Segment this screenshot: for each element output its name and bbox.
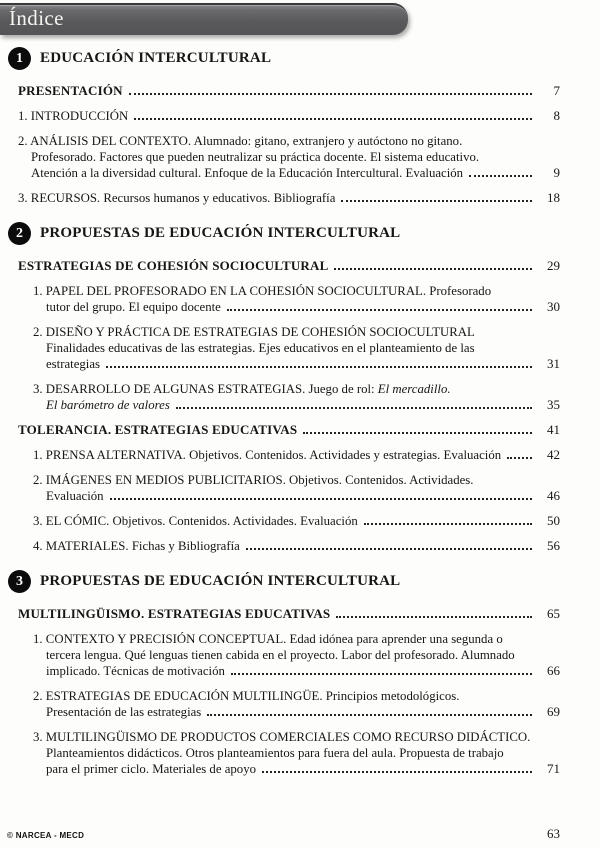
dotted-leader: [231, 673, 532, 675]
entry-text: 2. DISEÑO Y PRÁCTICA DE ESTRATEGIAS DE COHESIÓN SOCIOCULTURAL: [33, 325, 475, 339]
toc-line: [18, 165, 560, 181]
page-number: 56: [547, 538, 560, 553]
toc-line: [33, 688, 560, 704]
dotted-leader: [110, 498, 532, 500]
toc-sections: [0, 35, 600, 786]
entry-text: para el primer ciclo. Materiales de apoyo: [46, 762, 256, 776]
entry-text: TOLERANCIA. ESTRATEGIAS EDUCATIVAS: [18, 422, 298, 437]
toc-entry: [33, 729, 560, 777]
page-number: 42: [547, 447, 560, 462]
toc-line: [33, 324, 560, 340]
entry-text: 4. MATERIALES. Fichas y Bibliografía: [33, 539, 240, 553]
entry-text: El barómetro de valores: [46, 398, 170, 412]
entry-text: Finalidades educativas de las estrategias. Ejes educativos en el planteamiento de las: [46, 341, 475, 355]
toc-entry: [33, 472, 560, 504]
entry-text: ESTRATEGIAS DE COHESIÓN SOCIOCULTURAL: [18, 258, 329, 273]
toc-entry: [33, 631, 560, 679]
entry-text: Atención a la diversidad cultural. Enfoque de la Educación Intercultural. Evaluación: [31, 166, 464, 180]
folio-page-number: 63: [547, 826, 560, 841]
section-title: PROPUESTAS DE EDUCACIÓN INTERCULTURAL: [40, 225, 401, 241]
toc-line: [33, 356, 560, 372]
toc-line: [33, 631, 560, 647]
toc-entry: [33, 381, 560, 413]
entry-text: 1. CONTEXTO Y PRECISIÓN CONCEPTUAL. Edad idónea para aprender una segunda o: [33, 632, 503, 646]
toc-line: [33, 663, 560, 679]
entry-text: 1. PRENSA ALTERNATIVA. Objetivos. Contenidos. Actividades y estrategias. Evaluación: [33, 448, 502, 462]
dotted-leader: [469, 175, 532, 177]
section-title: PROPUESTAS DE EDUCACIÓN INTERCULTURAL: [40, 573, 401, 589]
entry-text: Presentación de las estrategias: [46, 705, 202, 719]
toc-entry: [33, 283, 560, 315]
dotted-leader: [129, 93, 532, 95]
toc-section: [18, 47, 560, 206]
toc-line: [33, 447, 560, 463]
toc-line: [18, 606, 560, 622]
toc-section: [18, 570, 560, 777]
toc-entry: [33, 538, 560, 554]
toc-line: [18, 149, 560, 165]
dotted-leader: [507, 457, 532, 459]
toc-line: [33, 761, 560, 777]
entry-text: 2. ANÁLISIS DEL CONTEXTO. Alumnado: gitano, extranjero y autóctono no gitano.: [18, 134, 463, 148]
toc-entry: [33, 688, 560, 720]
entry-text: estrategias: [46, 357, 101, 371]
toc-line: [18, 190, 560, 206]
page-number: 7: [553, 83, 560, 98]
entry-text: tutor del grupo. El equipo docente: [46, 300, 221, 314]
page-number: 31: [547, 356, 560, 371]
toc-line: [18, 108, 560, 124]
section-heading: [8, 570, 560, 593]
section-number-badge: 1: [8, 47, 31, 70]
toc-entry: [18, 606, 560, 622]
toc-line: [18, 83, 560, 99]
dotted-leader: [227, 309, 532, 311]
section-number-badge: 2: [8, 222, 31, 245]
section-number-badge: 3: [8, 570, 31, 593]
page-number: 50: [547, 513, 560, 528]
toc-entry: [18, 133, 560, 181]
toc-entry: [33, 324, 560, 372]
page-number: 35: [547, 397, 560, 412]
page-number: 46: [547, 488, 560, 503]
page-number: 18: [547, 190, 560, 205]
dotted-leader: [176, 407, 532, 409]
entry-text: Planteamientos didácticos. Otros planteamientos para fuera del aula. Propuesta de trabajo: [46, 746, 504, 760]
entry-text: 1. PAPEL DEL PROFESORADO EN LA COHESIÓN SOCIOCULTURAL. Profesorado: [33, 284, 492, 298]
entry-text: tercera lengua. Qué lenguas tienen cabida en el proyecto. Labor del profesorado. Alumnado: [46, 648, 515, 662]
page-number: 30: [547, 299, 560, 314]
entry-text: 3. EL CÓMIC. Objetivos. Contenidos. Actividades. Evaluación: [33, 514, 358, 528]
toc-section: [18, 222, 560, 554]
page-number: 41: [547, 422, 560, 437]
section-heading: [8, 222, 560, 245]
toc-line: [33, 513, 560, 529]
toc-entry: [18, 422, 560, 438]
dotted-leader: [134, 118, 532, 120]
dotted-leader: [364, 523, 532, 525]
entry-text: 3. DESARROLLO DE ALGUNAS ESTRATEGIAS. Juego de rol: El mercadillo.: [33, 382, 451, 396]
entry-text: Evaluación: [46, 489, 104, 503]
page-number: 65: [547, 606, 560, 621]
section-title: EDUCACIÓN INTERCULTURAL: [40, 50, 272, 66]
toc-line: [33, 381, 560, 397]
toc-line: [18, 133, 560, 149]
entry-text: MULTILINGÜISMO. ESTRATEGIAS EDUCATIVAS: [18, 606, 331, 621]
page-number: 29: [547, 258, 560, 273]
dotted-leader: [341, 200, 532, 202]
dotted-leader: [207, 714, 532, 716]
toc-line: [33, 704, 560, 720]
toc-entry: [33, 513, 560, 529]
dotted-leader: [334, 268, 532, 270]
toc-line: [33, 472, 560, 488]
page-number: 66: [547, 663, 560, 678]
toc-line: [33, 538, 560, 554]
toc-line: [18, 422, 560, 438]
toc-entry: [18, 108, 560, 124]
section-heading: [8, 47, 560, 70]
toc-entry: [33, 447, 560, 463]
toc-entry: [18, 258, 560, 274]
entry-text: 3. RECURSOS. Recursos humanos y educativos. Bibliografía: [18, 191, 336, 205]
entry-text: PRESENTACIÓN: [18, 83, 123, 98]
toc-line: [33, 488, 560, 504]
toc-line: [33, 397, 560, 413]
entry-text: Profesorado. Factores que pueden neutralizar su práctica docente. El sistema educativo.: [31, 150, 480, 164]
page-number: 9: [553, 165, 560, 180]
toc-line: [33, 340, 560, 356]
index-banner-title: Índice: [9, 6, 64, 30]
page-footer: [0, 826, 600, 849]
toc-line: [33, 299, 560, 315]
copyright-text: © NARCEA - MECD: [7, 831, 85, 840]
page-number: 71: [547, 761, 560, 776]
dotted-leader: [303, 432, 532, 434]
entry-text: implicado. Técnicas de motivación: [46, 664, 225, 678]
toc-line: [33, 729, 560, 745]
entry-text: 2. IMÁGENES EN MEDIOS PUBLICITARIOS. Objetivos. Contenidos. Actividades.: [33, 473, 474, 487]
dotted-leader: [262, 771, 532, 773]
toc-line: [33, 283, 560, 299]
toc-line: [33, 745, 560, 761]
toc-line: [33, 647, 560, 663]
entry-text: 2. ESTRATEGIAS DE EDUCACIÓN MULTILINGÜE. Principios metodológicos.: [33, 689, 460, 703]
dotted-leader: [336, 616, 532, 618]
entry-text: 3. MULTILINGÜISMO DE PRODUCTOS COMERCIALES COMO RECURSO DIDÁCTICO.: [33, 730, 531, 744]
index-banner: [0, 3, 408, 35]
page-number: 69: [547, 704, 560, 719]
entry-text: 1. INTRODUCCIÓN: [18, 109, 129, 123]
dotted-leader: [246, 548, 532, 550]
toc-entry: [18, 190, 560, 206]
toc-line: [18, 258, 560, 274]
page-number: 8: [553, 108, 560, 123]
dotted-leader: [106, 366, 532, 368]
toc-entry: [18, 83, 560, 99]
